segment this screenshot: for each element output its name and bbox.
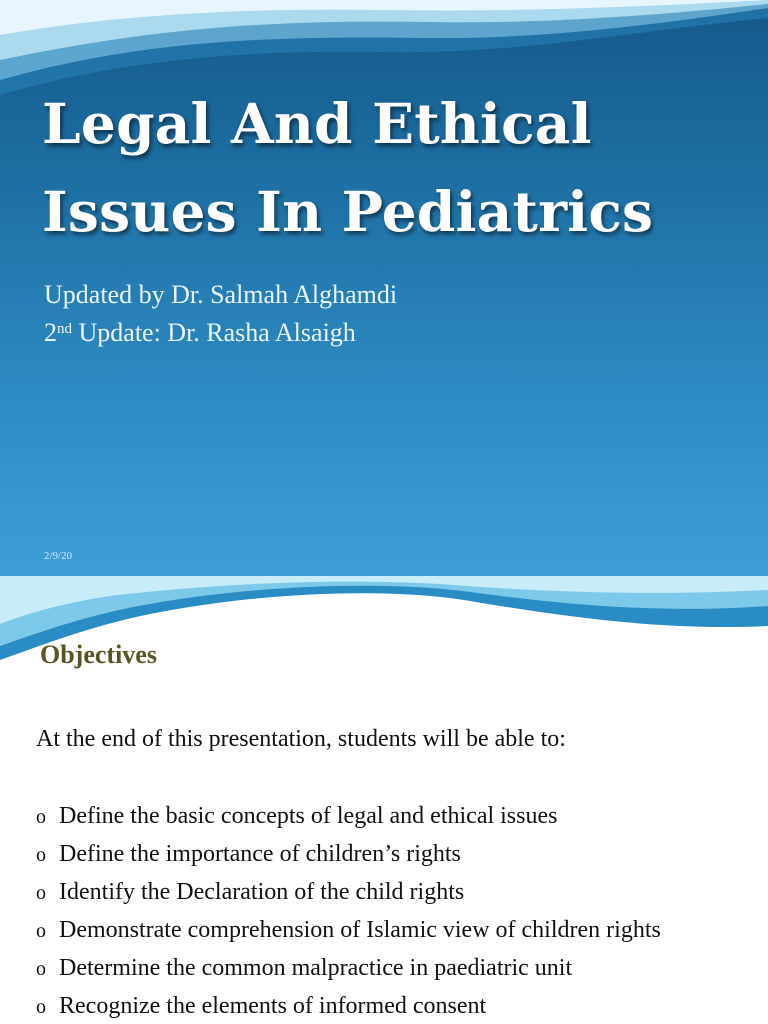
presentation-title bbox=[42, 80, 653, 256]
bullet-icon: o bbox=[36, 844, 46, 866]
second-update-text bbox=[44, 314, 397, 352]
list-item bbox=[36, 874, 661, 912]
objectives-list bbox=[36, 798, 661, 1024]
objective-text: Demonstrate comprehension of Islamic view of children rights bbox=[59, 917, 661, 943]
bullet-icon: o bbox=[36, 806, 46, 828]
list-item bbox=[36, 912, 661, 950]
second-update-num: 2 bbox=[44, 318, 57, 347]
bullet-icon: o bbox=[36, 996, 46, 1018]
list-item bbox=[36, 988, 661, 1024]
subtitle-block bbox=[44, 276, 397, 352]
bullet-icon: o bbox=[36, 882, 46, 904]
list-item bbox=[36, 950, 661, 988]
bullet-icon: o bbox=[36, 958, 46, 980]
second-update-rest: Update: Dr. Rasha Alsaigh bbox=[72, 318, 356, 347]
list-item bbox=[36, 836, 661, 874]
objective-text: Identify the Declaration of the child rights bbox=[59, 879, 465, 905]
objective-text: Define the importance of children’s rights bbox=[59, 841, 461, 867]
objectives-intro: At the end of this presentation, students will be able to: bbox=[36, 726, 566, 752]
title-line-2: Issues In Pediatrics bbox=[42, 179, 654, 244]
objective-text: Recognize the elements of informed consent bbox=[59, 993, 487, 1019]
objectives-heading: Objectives bbox=[40, 640, 157, 669]
objective-text: Determine the common malpractice in paediatric unit bbox=[59, 955, 573, 981]
objective-text: Define the basic concepts of legal and ethical issues bbox=[59, 803, 558, 829]
second-update-sup: nd bbox=[57, 321, 72, 337]
objectives-slide bbox=[0, 576, 768, 1024]
updated-by-text: Updated by Dr. Salmah Alghamdi bbox=[44, 280, 398, 309]
bullet-icon: o bbox=[36, 920, 46, 942]
title-line-1: Legal And Ethical bbox=[42, 91, 592, 156]
list-item bbox=[36, 798, 661, 836]
slide-date: 2/9/20 bbox=[44, 550, 73, 562]
